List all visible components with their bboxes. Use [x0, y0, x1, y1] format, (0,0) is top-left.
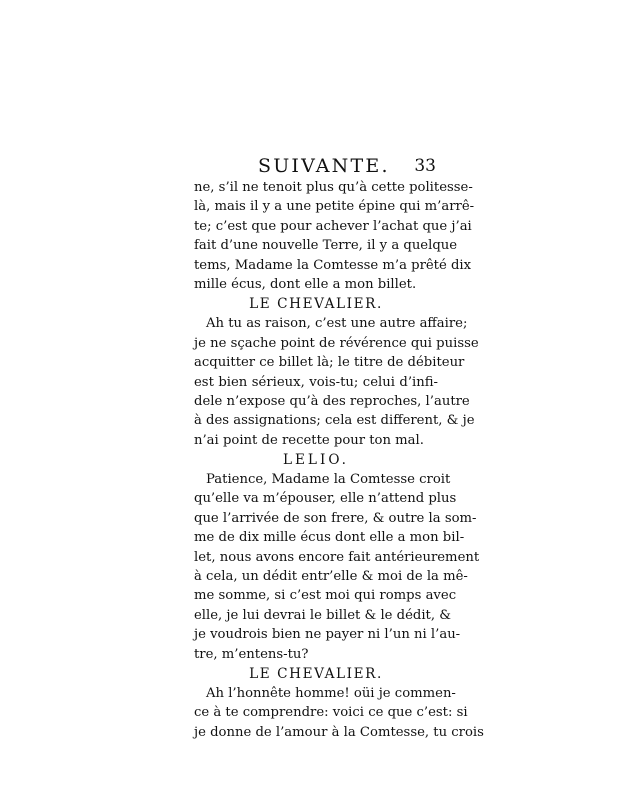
speaker-heading: LE CHEVALIER.: [249, 296, 383, 313]
text-line: je donne de l’amour à la Comtesse, tu crois: [194, 724, 484, 740]
text-line: je voudrois bien ne payer ni l’un ni l’au-: [194, 627, 461, 643]
text-line: ne, s’il ne tenoit plus qu’à cette politesse-: [194, 180, 473, 195]
text-line: je ne sçache point de révérence qui puisse: [194, 335, 479, 351]
speaker-heading: LELIO.: [282, 452, 350, 469]
text-line: n’ai point de recette pour ton mal.: [194, 432, 424, 448]
running-head: [196, 152, 436, 180]
text-line: let, nous avons encore fait antérieurement: [194, 549, 480, 565]
text-line: fait d’une nouvelle Terre, il y a quelque: [194, 238, 458, 254]
text-line: Ah tu as raison, c’est une autre affaire;: [206, 316, 468, 332]
page-number: 33: [414, 156, 436, 176]
text-line: ce à te comprendre: voici ce que c’est: si: [194, 705, 468, 721]
text-line: à des assignations; cela est different, & je: [194, 413, 475, 429]
text-line: elle, je lui devrai le billet & le dédit, &: [194, 607, 451, 623]
text-line: te; c’est que pour achever l’achat que j’ai: [194, 218, 472, 234]
text-line: me somme, si c’est moi qui romps avec: [194, 588, 457, 604]
text-line: que l’arrivée de son frere, & outre la som-: [194, 510, 477, 526]
text-line: là, mais il y a une petite épine qui m’arrê-: [194, 199, 475, 215]
text-block: [194, 178, 484, 742]
running-title: SUIVANTE.: [258, 155, 390, 177]
speaker-heading: LE CHEVALIER.: [249, 665, 383, 682]
text-line: tems, Madame la Comtesse m’a prêté dix: [194, 257, 472, 273]
text-line: mille écus, dont elle a mon billet.: [194, 276, 417, 292]
text-line: tre, m’entens-tu?: [194, 646, 309, 662]
text-line: dele n’expose qu’à des reproches, l’autre: [194, 393, 470, 409]
text-line: Patience, Madame la Comtesse croit: [206, 472, 451, 488]
text-line: à cela, un dédit entr’elle & moi de la mê-: [194, 569, 468, 585]
text-line: qu’elle va m’épouser, elle n’attend plus: [194, 491, 457, 507]
text-line: est bien sérieux, vois-tu; celui d’infi-: [194, 374, 438, 390]
text-line: acquitter ce billet là; le titre de débiteur: [194, 355, 465, 371]
text-line: me de dix mille écus dont elle a mon bil-: [194, 530, 465, 546]
text-line: Ah l’honnête homme! oüi je commen-: [206, 685, 456, 701]
